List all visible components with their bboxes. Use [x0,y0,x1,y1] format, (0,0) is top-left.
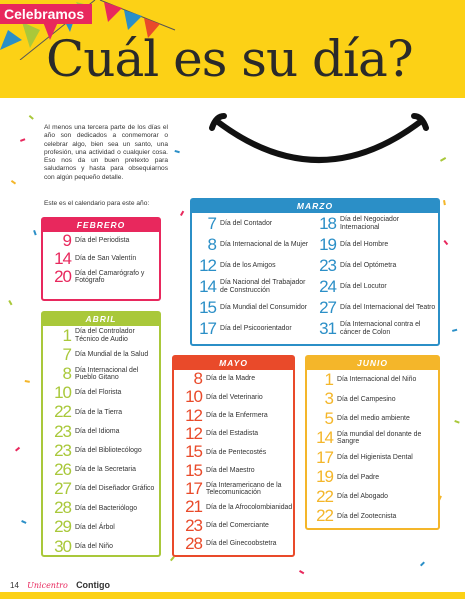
day-number: 10 [54,383,71,403]
day-label: Día del Maestro [206,466,255,474]
day-number: 28 [54,498,71,518]
day-label: Día del Idioma [75,427,120,435]
day-number: 22 [54,402,71,422]
day-number: 24 [319,276,336,296]
day-label: Día Internacional de la Mujer [220,240,309,248]
day-label: Día del Controlador Técnico de Audio [75,328,135,343]
day-number: 27 [54,479,71,499]
day-number: 22 [316,506,333,526]
month-header-marzo: MARZO [191,199,439,213]
day-label: Día del Bacteriólogo [75,504,138,512]
day-number: 12 [199,255,216,275]
day-label: Día del Ginecoobstetra [206,540,277,548]
day-number: 28 [185,533,202,553]
day-row [43,441,159,460]
day-row [192,213,314,234]
day-row [307,448,438,468]
day-row [314,318,438,339]
day-row [192,234,314,255]
day-number: 19 [316,467,333,487]
day-label: Día Mundial de la Salud [75,351,149,359]
day-row [174,535,293,553]
day-number: 3 [324,389,333,409]
intro-paragraph: Al menos una tercera parte de los días el año son dedicados a conmemorar o celebrar algo, bien sea un santo, una profesión, una actividad o cualquier cosa. Eso nos da un buen pretexto para saludarnos y hasta para obsequiarnos con algún pequeño detalle. [44,124,168,181]
day-label: Día Internacional del Niño [337,376,417,384]
day-label: Día Interamericano de la Telecomunicación [206,481,282,496]
day-row [307,390,438,410]
day-number: 15 [185,460,202,480]
day-number: 1 [324,369,333,389]
day-label: Día del Campesino [337,395,396,403]
day-label: Día del Abogado [337,493,388,501]
day-label: Día del Árbol [75,523,115,531]
day-label: Día del Veterinario [206,393,263,401]
day-row [43,384,159,403]
day-number: 10 [185,387,202,407]
day-row [174,480,293,498]
day-number: 29 [54,517,71,537]
day-row [43,480,159,499]
day-row [174,407,293,425]
day-number: 7 [207,213,216,233]
day-row [174,370,293,388]
day-row [43,268,159,286]
day-number: 15 [185,442,202,462]
day-number: 23 [319,255,336,275]
day-label: Día del Padre [337,473,380,481]
day-row [314,255,438,276]
day-row [43,345,159,364]
smile-illustration [204,108,434,178]
day-row [314,276,438,297]
day-label: Día del Contador [220,219,273,227]
day-label: Día de Pentecostés [206,448,267,456]
day-row [43,250,159,268]
day-label: Día del Psicoorientador [220,324,292,332]
day-label: Día de la Enfermera [206,412,268,420]
section-tag: Celebramos [0,4,92,24]
day-row [43,422,159,441]
day-label: Día del Periodista [75,237,130,245]
month-box-febrero [41,217,161,301]
day-row [174,516,293,534]
page-number: 14 [10,581,19,590]
day-row [307,429,438,449]
day-row [43,518,159,537]
day-number: 31 [319,318,336,338]
day-row [174,498,293,516]
day-label: Día de la Tierra [75,408,123,416]
day-number: 15 [199,297,216,317]
brand-name: Contigo [76,580,111,590]
day-number: 17 [199,318,216,338]
day-label: Día del Locutor [340,282,387,290]
page-footer [10,580,110,590]
day-row [307,507,438,527]
day-row [174,461,293,479]
day-number: 17 [185,478,202,498]
day-row [43,499,159,518]
brand-script: Unicentro [27,581,68,590]
day-number: 19 [319,234,336,254]
month-header-febrero: FEBRERO [42,218,160,232]
day-row [43,537,159,556]
day-number: 12 [185,405,202,425]
day-row [307,468,438,488]
month-header-abril: ABRIL [42,312,160,326]
day-label: Día de la Madre [206,375,256,383]
month-box-marzo [190,198,440,346]
day-row [174,425,293,443]
month-box-mayo [172,355,295,557]
day-label: Día del Negociador Internacional [340,216,399,231]
day-label: Día del Bibliotecólogo [75,447,142,455]
day-label: Día del Optómetra [340,261,397,269]
day-label: Día de la Afrocolombianidad [206,503,293,511]
day-number: 23 [54,440,71,460]
day-row [43,232,159,250]
day-row [43,364,159,383]
day-row [174,388,293,406]
day-number: 14 [316,428,333,448]
day-label: Día del Niño [75,542,113,550]
day-number: 14 [199,276,216,296]
day-number: 8 [207,234,216,254]
day-label: Día de los Amigos [220,261,276,269]
day-label: Día mundial del donante de Sangre [337,430,422,446]
day-label: Día Internacional del Pueblo Gitano [75,366,139,381]
calendar-intro-line: Este es el calendario para este año: [44,200,150,207]
day-label: Día Internacional contra el cáncer de Colon [340,321,421,336]
day-number: 23 [54,421,71,441]
day-row [307,370,438,390]
day-row [307,487,438,507]
month-header-mayo: MAYO [173,356,294,370]
day-number: 14 [54,249,71,268]
day-label: Día de San Valentín [75,255,137,263]
day-number: 26 [54,459,71,479]
day-number: 23 [185,515,202,535]
day-row [174,443,293,461]
month-header-junio: JUNIO [306,356,439,370]
day-number: 17 [316,447,333,467]
day-number: 21 [185,497,202,517]
month-box-abril [41,311,161,557]
day-number: 22 [316,486,333,506]
day-number: 1 [62,325,71,345]
day-row [314,297,438,318]
page-title: Cuál es su día? [46,30,413,88]
day-number: 5 [324,408,333,428]
day-row [307,409,438,429]
day-row [43,460,159,479]
day-row [43,403,159,422]
day-row [43,326,159,345]
day-label: Día del Florista [75,389,122,397]
day-label: Día de la Secretaria [75,466,136,474]
day-number: 20 [54,267,71,286]
day-row [192,276,314,297]
day-label: Día Nacional del Trabajador de Construcción [220,279,306,294]
day-number: 30 [54,536,71,556]
day-row [192,297,314,318]
day-label: Día Mundial del Consumidor [220,303,307,311]
day-label: Día del Comerciante [206,521,269,529]
day-label: Día del Camarógrafo y Fotógrafo [75,269,145,284]
month-box-junio [305,355,440,530]
day-row [314,213,438,234]
day-number: 8 [62,363,71,383]
day-label: Día del Diseñador Gráfico [75,485,155,493]
day-label: Día del medio ambiente [337,415,410,423]
day-number: 12 [185,424,202,444]
day-number: 27 [319,297,336,317]
footer-stripe [0,592,465,599]
day-number: 18 [319,213,336,233]
day-row [192,255,314,276]
day-row [314,234,438,255]
day-label: Día del Zootecnista [337,512,397,520]
day-row [192,318,314,339]
day-number: 7 [62,344,71,364]
day-label: Día del Estadista [206,430,259,438]
day-number: 8 [193,369,202,389]
day-label: Día del Internacional del Teatro [340,303,436,311]
day-label: Día del Higienista Dental [337,454,413,462]
day-number: 9 [62,231,71,250]
day-label: Día del Hombre [340,240,389,248]
